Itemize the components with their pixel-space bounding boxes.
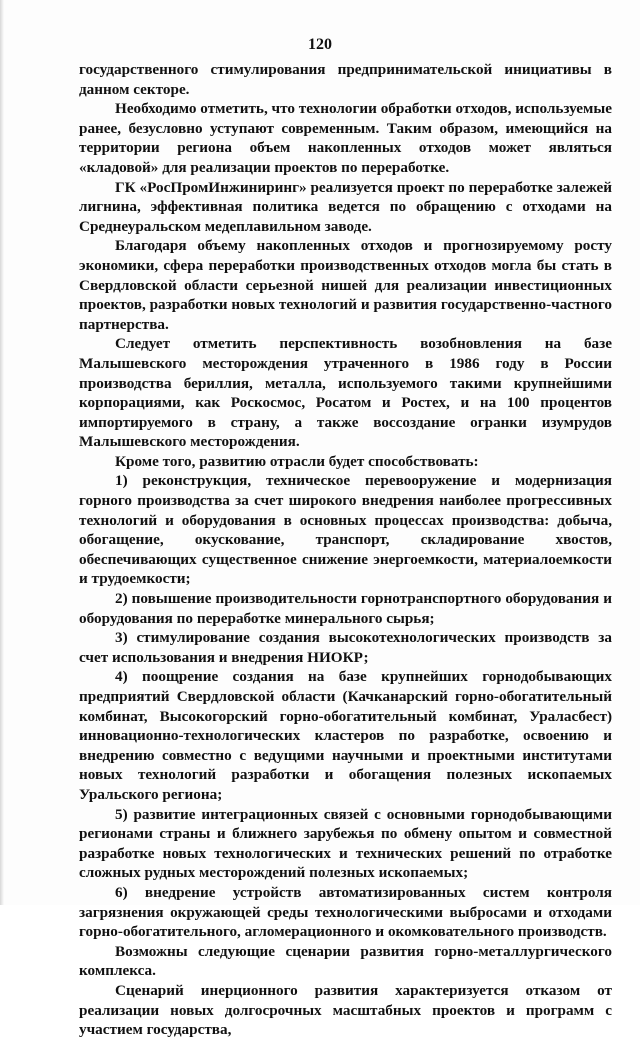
paragraph-continuation: государственного стимулирования предпринимательской инициативы в данном секторе. — [79, 61, 612, 98]
paragraph-inertial-scenario: Сценарий инерционного развития характеризуется отказом от реализации новых долгосрочных масштабных проектов и программ с участием государства, — [79, 981, 612, 1039]
body-text — [79, 60, 612, 1040]
paragraph-scenarios: Возможны следующие сценарии развития горно-металлургического комплекса. — [79, 942, 612, 980]
list-item-3: 3) стимулирование создания высокотехнологических производств за счет использования и внедрения НИОКР; — [79, 629, 612, 666]
page-number: 120 — [308, 36, 332, 53]
paragraph-rospromengineering: ГК «РосПромИнжиниринг» реализуется проект по переработке залежей лигнина, эффективная политика ведется по обращению с отходами на Среднеуральском медеплавильном заводе. — [79, 178, 612, 235]
paragraph-waste-technologies: Необходимо отметить, что технологии обработки отходов, используемые ранее, безусловно уступают современным. Таким образом, имеющийся на территории региона объем накопленных отходов может являться «кладовой» для реализации проектов по переработке. — [79, 100, 612, 176]
list-item-2: 2) повышение производительности горнотранспортного оборудования и оборудования по переработке минерального сырья; — [79, 590, 612, 627]
paragraph-development-factors: Кроме того, развитию отрасли будет способствовать: — [115, 452, 479, 470]
list-item-4: 4) поощрение создания на базе крупнейших горнодобывающих предприятий Свердловской области (Качканарский горно-обогатительный комбинат, Высокогорский горно-обогатительный комбинат, Ураласбест) инновационно-технологических кластеров по разработке, освоению и внедрению совместно с ведущими научными и проектными институтами новых технологий разработки и обогащения полезных ископаемых Уральского региона; — [79, 668, 612, 803]
list-item-1: 1) реконструкция, техническое перевооружение и модернизация горного производства за счет широкого внедрения наиболее прогрессивных технологий и оборудования в основных процессах производства: добыча, обогащение, окускование, транспорт, складирование хвостов, обеспечивающих существенное снижение энергоемкости, материалоемкости и трудоемкости; — [79, 472, 612, 588]
list-item-6: 6) внедрение устройств автоматизированных систем контроля загрязнения окружающей среды технологическими выбросами и отходами горно-обогатительного, агломерационного и окомковательного производств. — [79, 883, 612, 941]
paragraph-beryllium: Следует отметить перспективность возобновления на базе Малышевского месторождения утраченного в 1986 году в России производства бериллия, металла, используемого такими крупнейшими корпорациями, как Роскосмос, Росатом и Ростех, и на 100 процентов импортируемого в страну, а также воссоздание огранки изумрудов Малышевского месторождения. — [79, 335, 612, 451]
scan-edge-shadow — [0, 0, 4, 905]
list-item-5: 5) развитие интеграционных связей с основными горнодобывающими регионами страны и ближнего зарубежья по обмену опытом и совместной разработке новых технологических и технических решений по отработке сложных рудных месторождений полезных ископаемых; — [79, 805, 612, 882]
paragraph-accumulated-waste: Благодаря объему накопленных отходов и прогнозируемому росту экономики, сфера переработки производственных отходов могла бы стать в Свердловской области серьезной нишей для реализации инвестиционных проектов, разработки новых технологий и развития государственно-частного партнерства. — [79, 237, 612, 333]
